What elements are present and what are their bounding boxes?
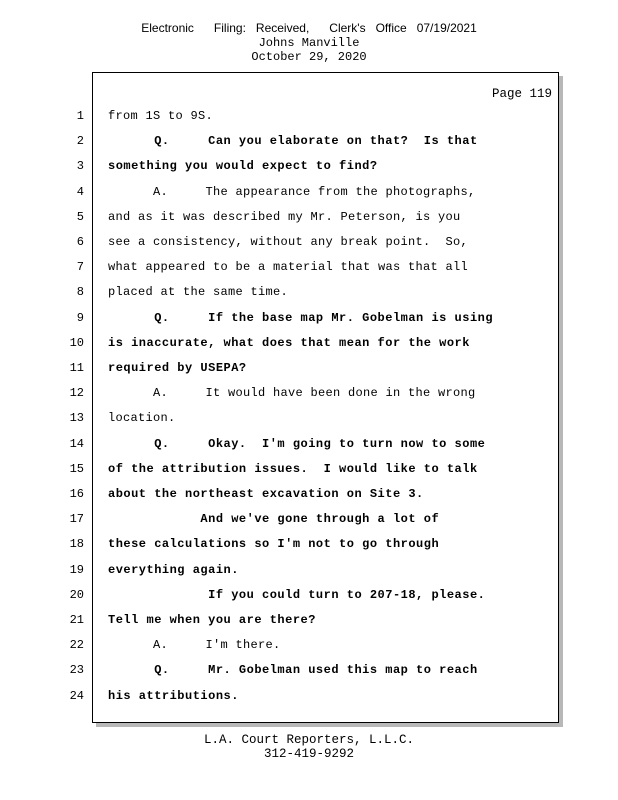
line-number: 12 — [69, 386, 84, 400]
line-number: 8 — [76, 285, 84, 299]
transcript-line-text: from 1S to 9S. — [108, 109, 214, 123]
transcript-line-text: A. The appearance from the photographs, — [108, 185, 476, 199]
line-number: 16 — [69, 487, 84, 501]
line-number: 18 — [69, 537, 84, 551]
transcript-line-text: is inaccurate, what does that mean for the work — [108, 336, 470, 350]
line-number: 5 — [76, 210, 84, 224]
transcript-line-text: And we've gone through a lot of — [108, 512, 440, 526]
transcript-line-text: everything again. — [108, 563, 239, 577]
line-number: 22 — [69, 638, 84, 652]
transcript-line-text: what appeared to be a material that was that all — [108, 260, 469, 274]
transcript-line-text: Tell me when you are there? — [108, 613, 316, 627]
reporter-phone: 312-419-9292 — [263, 747, 354, 761]
transcript-line-text: A. It would have been done in the wrong — [108, 386, 476, 400]
transcript-line-text: about the northeast excavation on Site 3. — [108, 487, 424, 501]
transcript-line-text: If you could turn to 207-18, please. — [108, 588, 486, 602]
transcript-line-text: Q. Can you elaborate on that? Is that — [108, 134, 478, 148]
transcript-line-text: see a consistency, without any break point. So, — [108, 235, 469, 249]
line-number: 24 — [69, 689, 84, 703]
deposition-date: October 29, 2020 — [251, 50, 367, 64]
transcript-line-text: required by USEPA? — [108, 361, 247, 375]
line-number: 3 — [76, 159, 84, 173]
transcript-line-text: Q. If the base map Mr. Gobelman is using — [108, 311, 494, 325]
transcript-line-text: these calculations so I'm not to go through — [108, 537, 440, 551]
transcript-line-text: Q. Mr. Gobelman used this map to reach — [108, 663, 478, 677]
electronic-filing-stamp: Electronic Filing: Received, Clerk's Office 07/19/2021 — [141, 21, 477, 35]
line-number: 7 — [76, 260, 84, 274]
transcript-line-text: his attributions. — [108, 689, 239, 703]
transcript-line-text: something you would expect to find? — [108, 159, 378, 173]
transcript-line-text: of the attribution issues. I would like to talk — [108, 462, 478, 476]
line-number: 1 — [76, 109, 84, 123]
line-number: 13 — [69, 411, 84, 425]
line-number: 2 — [76, 134, 84, 148]
transcript-line-text: Q. Okay. I'm going to turn now to some — [108, 437, 486, 451]
reporter-company: L.A. Court Reporters, L.L.C. — [203, 733, 415, 747]
page-number-label: Page 119 — [491, 87, 552, 101]
line-number: 23 — [69, 663, 84, 677]
transcript-line-text: placed at the same time. — [108, 285, 289, 299]
line-number: 4 — [76, 185, 84, 199]
line-number: 19 — [69, 563, 84, 577]
line-number: 14 — [69, 437, 84, 451]
transcript-line-text: and as it was described my Mr. Peterson, is you — [108, 210, 461, 224]
line-number: 17 — [69, 512, 84, 526]
line-number: 10 — [69, 336, 84, 350]
line-number: 21 — [69, 613, 84, 627]
transcript-line-text: location. — [108, 411, 176, 425]
line-number: 9 — [76, 311, 84, 325]
deponent-name: Johns Manville — [258, 36, 360, 50]
line-number: 11 — [69, 361, 84, 375]
line-number: 15 — [69, 462, 84, 476]
line-number: 6 — [76, 235, 84, 249]
transcript-line-text: A. I'm there. — [108, 638, 281, 652]
line-number: 20 — [69, 588, 84, 602]
